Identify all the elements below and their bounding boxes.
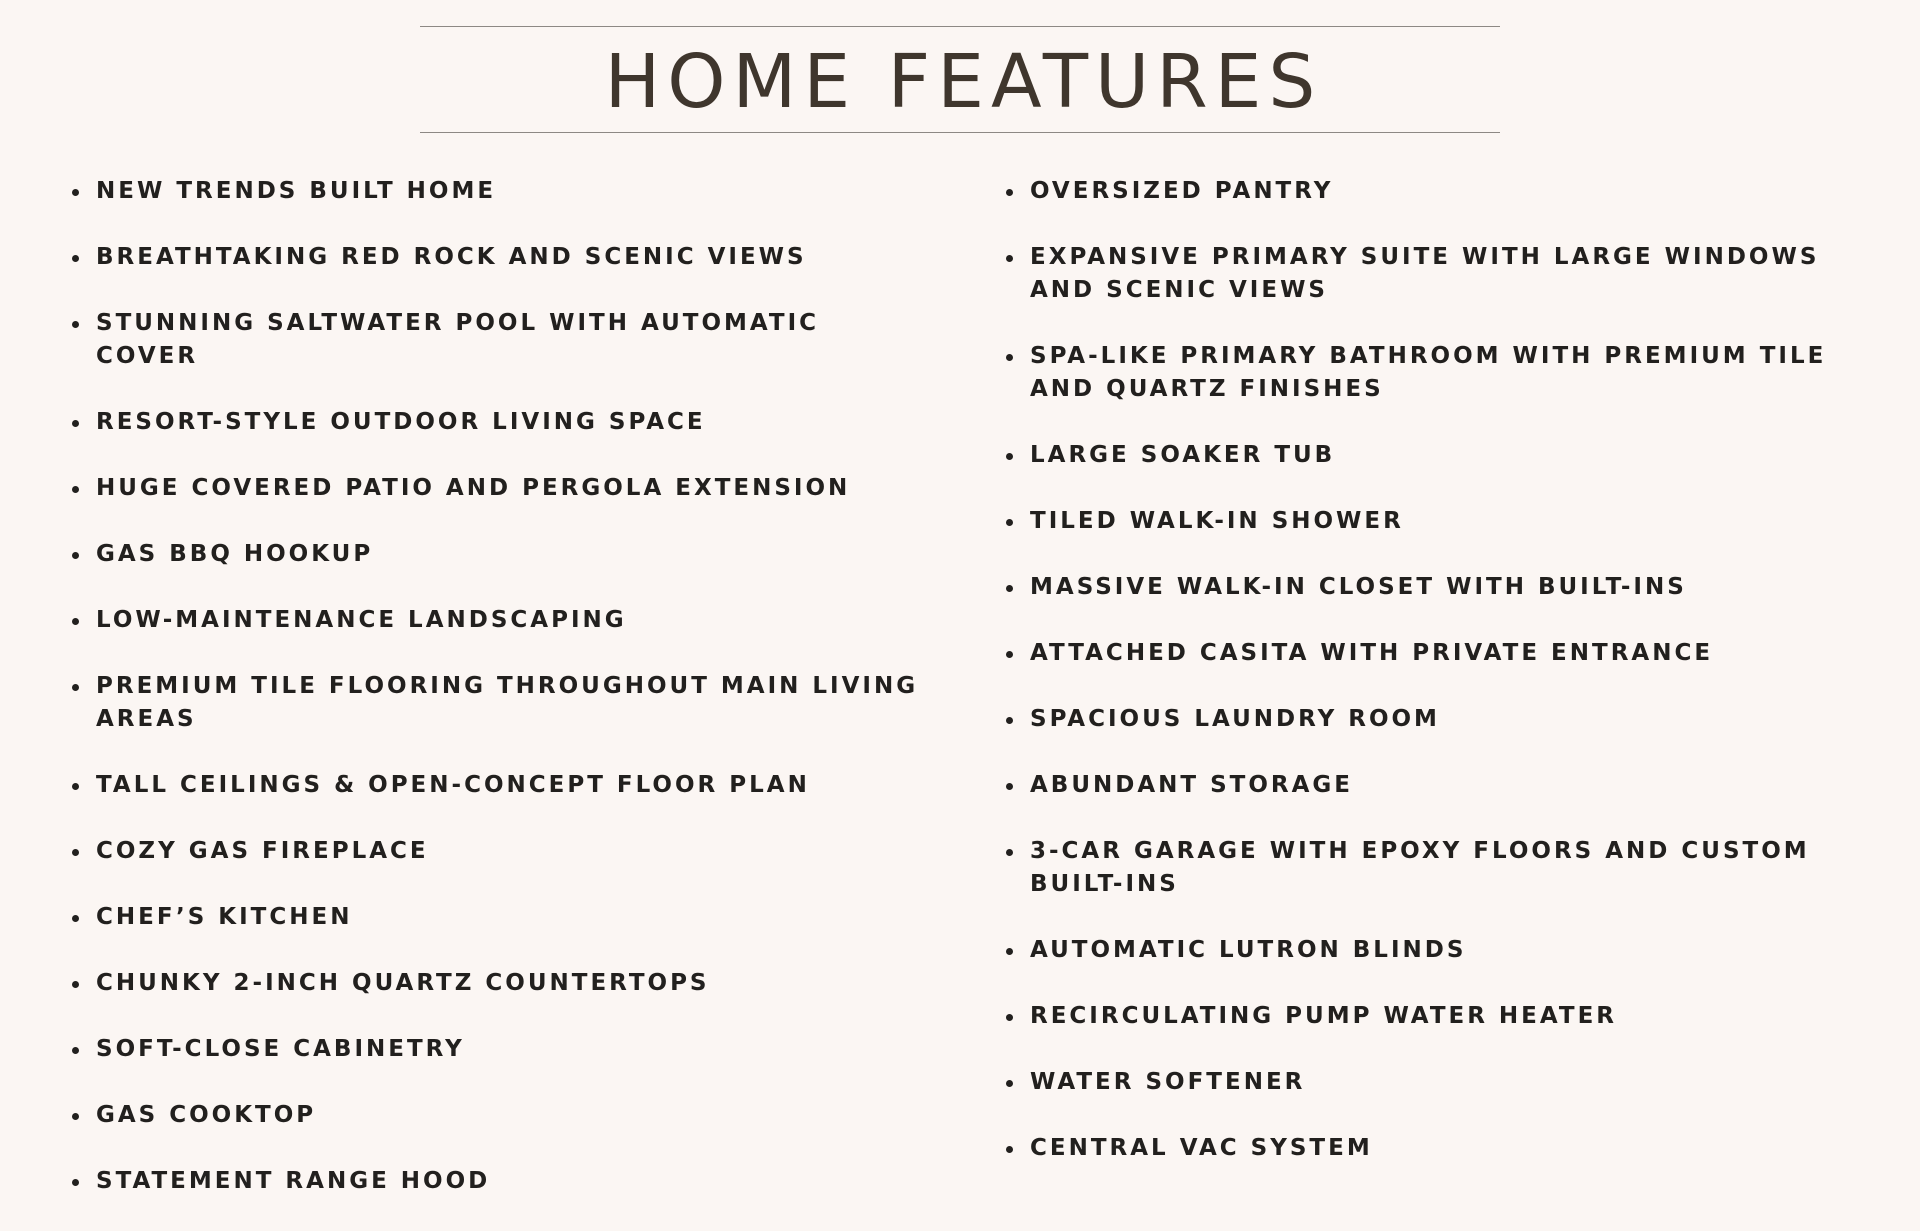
bullet-icon xyxy=(1006,1146,1013,1153)
bullet-icon xyxy=(1006,948,1013,955)
bullet-icon xyxy=(1006,354,1013,361)
bullet-icon xyxy=(1006,519,1013,526)
bullet-icon xyxy=(72,1113,79,1120)
feature-label: RECIRCULATING PUMP WATER HEATER xyxy=(1030,1003,1618,1029)
bullet-icon xyxy=(72,189,79,196)
list-item xyxy=(70,1099,930,1132)
list-item xyxy=(1004,1000,1884,1033)
bullet-icon xyxy=(72,849,79,856)
feature-label: EXPANSIVE PRIMARY SUITE WITH LARGE WINDOWS AND SCENIC VIEWS xyxy=(1030,244,1820,303)
list-item xyxy=(1004,340,1884,406)
feature-label: TALL CEILINGS & OPEN-CONCEPT FLOOR PLAN xyxy=(96,772,810,798)
list-item xyxy=(1004,703,1884,736)
list-item xyxy=(1004,241,1884,307)
bullet-icon xyxy=(72,1047,79,1054)
bullet-icon xyxy=(1006,1014,1013,1021)
feature-label: LOW-MAINTENANCE LANDSCAPING xyxy=(96,607,627,633)
list-item xyxy=(1004,637,1884,670)
bullet-icon xyxy=(1006,453,1013,460)
feature-label: TILED WALK-IN SHOWER xyxy=(1030,508,1404,534)
list-item xyxy=(1004,769,1884,802)
bullet-icon xyxy=(1006,651,1013,658)
list-item xyxy=(70,769,930,802)
feature-label: AUTOMATIC LUTRON BLINDS xyxy=(1030,937,1467,963)
list-item xyxy=(1004,934,1884,967)
bullet-icon xyxy=(1006,585,1013,592)
feature-label: SOFT-CLOSE CABINETRY xyxy=(96,1036,465,1062)
feature-label: RESORT-STYLE OUTDOOR LIVING SPACE xyxy=(96,409,706,435)
feature-label: 3-CAR GARAGE WITH EPOXY FLOORS AND CUSTOM BUILT-INS xyxy=(1030,838,1810,897)
list-item xyxy=(70,901,930,934)
list-item xyxy=(1004,571,1884,604)
list-item xyxy=(70,472,930,505)
list-item xyxy=(70,307,930,373)
bullet-icon xyxy=(72,684,79,691)
feature-label: LARGE SOAKER TUB xyxy=(1030,442,1336,468)
list-item xyxy=(70,406,930,439)
bullet-icon xyxy=(72,1179,79,1186)
feature-label: OVERSIZED PANTRY xyxy=(1030,178,1334,204)
bullet-icon xyxy=(1006,255,1013,262)
feature-label: STATEMENT RANGE HOOD xyxy=(96,1168,491,1194)
list-item xyxy=(1004,1132,1884,1165)
feature-label: SPACIOUS LAUNDRY ROOM xyxy=(1030,706,1440,732)
feature-label: BREATHTAKING RED ROCK AND SCENIC VIEWS xyxy=(96,244,807,270)
bullet-icon xyxy=(72,420,79,427)
bullet-icon xyxy=(1006,189,1013,196)
features-list-left xyxy=(70,175,930,1231)
bullet-icon xyxy=(72,486,79,493)
list-item xyxy=(70,241,930,274)
feature-label: GAS COOKTOP xyxy=(96,1102,317,1128)
feature-label: ATTACHED CASITA WITH PRIVATE ENTRANCE xyxy=(1030,640,1714,666)
list-item xyxy=(70,538,930,571)
feature-label: COZY GAS FIREPLACE xyxy=(96,838,429,864)
list-item xyxy=(1004,439,1884,472)
bullet-icon xyxy=(72,981,79,988)
bullet-icon xyxy=(72,321,79,328)
page-title: HOME FEATURES xyxy=(604,38,1323,125)
feature-label: ABUNDANT STORAGE xyxy=(1030,772,1354,798)
title-block xyxy=(420,26,1500,133)
list-item xyxy=(70,604,930,637)
list-item xyxy=(1004,1066,1884,1099)
list-item xyxy=(70,1165,930,1198)
feature-label: GAS BBQ HOOKUP xyxy=(96,541,374,567)
list-item xyxy=(70,670,930,736)
feature-label: MASSIVE WALK-IN CLOSET WITH BUILT-INS xyxy=(1030,574,1687,600)
bullet-icon xyxy=(72,552,79,559)
list-item xyxy=(1004,505,1884,538)
bullet-icon xyxy=(72,618,79,625)
list-item xyxy=(70,175,930,208)
feature-label: HUGE COVERED PATIO AND PERGOLA EXTENSION xyxy=(96,475,851,501)
features-list-right xyxy=(1004,175,1884,1198)
bullet-icon xyxy=(1006,1080,1013,1087)
feature-label: SPA-LIKE PRIMARY BATHROOM WITH PREMIUM TILE AND QUARTZ FINISHES xyxy=(1030,343,1827,402)
bullet-icon xyxy=(1006,717,1013,724)
list-item xyxy=(70,835,930,868)
bullet-icon xyxy=(72,915,79,922)
list-item xyxy=(70,1033,930,1066)
feature-label: CENTRAL VAC SYSTEM xyxy=(1030,1135,1373,1161)
bullet-icon xyxy=(1006,849,1013,856)
list-item xyxy=(1004,835,1884,901)
feature-label: STUNNING SALTWATER POOL WITH AUTOMATIC COVER xyxy=(96,310,820,369)
bullet-icon xyxy=(1006,783,1013,790)
bullet-icon xyxy=(72,255,79,262)
feature-label: WATER SOFTENER xyxy=(1030,1069,1306,1095)
bullet-icon xyxy=(72,783,79,790)
list-item xyxy=(1004,175,1884,208)
feature-label: CHEF’S KITCHEN xyxy=(96,904,353,930)
feature-label: CHUNKY 2-INCH QUARTZ COUNTERTOPS xyxy=(96,970,710,996)
list-item xyxy=(70,967,930,1000)
feature-label: NEW TRENDS BUILT HOME xyxy=(96,178,497,204)
feature-label: PREMIUM TILE FLOORING THROUGHOUT MAIN LIVING AREAS xyxy=(96,673,919,732)
